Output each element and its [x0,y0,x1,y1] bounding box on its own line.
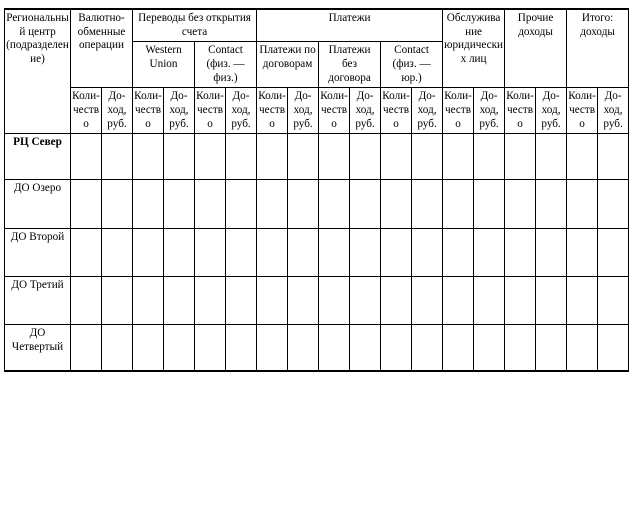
data-cell[interactable] [412,325,443,371]
data-cell[interactable] [257,229,288,277]
data-cell[interactable] [412,229,443,277]
data-cell[interactable] [71,229,102,277]
table-body [5,134,629,371]
data-cell[interactable] [195,277,226,325]
data-cell[interactable] [350,229,381,277]
header-row-units [5,88,629,134]
data-cell[interactable] [598,229,629,277]
data-cell[interactable] [474,277,505,325]
income-report-table [4,8,629,372]
header-unit-quantity-2: Коли-чество [133,88,164,134]
header-unit-income-4: До-ход, руб. [288,88,319,134]
header-unit-income-6: До-ход, руб. [412,88,443,134]
data-cell[interactable] [381,325,412,371]
data-cell[interactable] [195,325,226,371]
data-cell[interactable] [319,229,350,277]
data-cell[interactable] [443,277,474,325]
data-cell[interactable] [505,134,536,180]
data-cell[interactable] [381,229,412,277]
table-head [5,9,629,134]
data-cell[interactable] [598,180,629,229]
table-row [5,134,629,180]
data-cell[interactable] [133,229,164,277]
header-region-label: Региональный центр (подразделение) [5,9,71,134]
data-cell[interactable] [350,180,381,229]
data-cell[interactable] [288,180,319,229]
row-label: ДО Четвертый [5,325,71,371]
row-label: ДО Озеро [5,180,71,229]
data-cell[interactable] [319,277,350,325]
header-unit-income-7: До-ход, руб. [474,88,505,134]
data-cell[interactable] [567,229,598,277]
header-unit-income-1: До-ход, руб. [102,88,133,134]
data-cell[interactable] [443,325,474,371]
data-cell[interactable] [536,229,567,277]
data-cell[interactable] [505,325,536,371]
data-cell[interactable] [319,180,350,229]
data-cell[interactable] [598,277,629,325]
data-cell[interactable] [443,134,474,180]
data-cell[interactable] [443,180,474,229]
data-cell[interactable] [598,134,629,180]
data-cell[interactable] [133,277,164,325]
data-cell[interactable] [288,134,319,180]
data-cell[interactable] [71,277,102,325]
data-cell[interactable] [195,180,226,229]
table-row [5,325,629,371]
data-cell[interactable] [164,325,195,371]
data-cell[interactable] [133,134,164,180]
header-group-transfers: Переводы без открытия счета [133,9,257,42]
data-cell[interactable] [102,277,133,325]
row-label: РЦ Север [5,134,71,180]
header-group-legal-entities: Обслуживание юридических лиц [443,9,505,88]
data-cell[interactable] [226,180,257,229]
header-unit-quantity-5: Коли-чество [319,88,350,134]
data-cell[interactable] [133,180,164,229]
header-sub-payments-contract: Платежи по договорам [257,42,319,88]
data-cell[interactable] [567,277,598,325]
table-row [5,180,629,229]
data-cell[interactable] [195,229,226,277]
header-group-total-income: Итого: доходы [567,9,629,88]
table-row [5,229,629,277]
header-unit-quantity-7: Коли-чество [443,88,474,134]
data-cell[interactable] [412,180,443,229]
data-cell[interactable] [350,134,381,180]
data-cell[interactable] [71,134,102,180]
header-unit-quantity-6: Коли-чество [381,88,412,134]
header-unit-income-9: До-ход, руб. [598,88,629,134]
header-unit-income-3: До-ход, руб. [226,88,257,134]
data-cell[interactable] [133,325,164,371]
data-cell[interactable] [536,277,567,325]
header-group-payments: Платежи [257,9,443,42]
data-cell[interactable] [567,325,598,371]
data-cell[interactable] [381,277,412,325]
data-cell[interactable] [164,229,195,277]
data-cell[interactable] [257,134,288,180]
header-sub-payments-nocontract: Платежи без договора [319,42,381,88]
data-cell[interactable] [226,134,257,180]
data-cell[interactable] [288,325,319,371]
data-cell[interactable] [474,325,505,371]
data-cell[interactable] [288,277,319,325]
row-label: ДО Второй [5,229,71,277]
data-cell[interactable] [257,277,288,325]
header-unit-quantity-3: Коли-чество [195,88,226,134]
data-cell[interactable] [350,277,381,325]
data-cell[interactable] [226,325,257,371]
data-cell[interactable] [164,180,195,229]
header-sub-contact-p2b: Contact (физ. — юр.) [381,42,443,88]
header-unit-quantity-8: Коли-чество [505,88,536,134]
data-cell[interactable] [226,277,257,325]
data-cell[interactable] [226,229,257,277]
header-unit-income-8: До-ход, руб. [536,88,567,134]
header-unit-quantity-4: Коли-чество [257,88,288,134]
data-cell[interactable] [598,325,629,371]
data-cell[interactable] [164,134,195,180]
data-cell[interactable] [381,134,412,180]
header-sub-western-union: Western Union [133,42,195,88]
header-unit-quantity-9: Коли-чество [567,88,598,134]
data-cell[interactable] [381,180,412,229]
data-cell[interactable] [350,325,381,371]
data-cell[interactable] [567,180,598,229]
data-cell[interactable] [102,229,133,277]
data-cell[interactable] [288,229,319,277]
data-cell[interactable] [102,325,133,371]
data-cell[interactable] [505,180,536,229]
data-cell[interactable] [257,325,288,371]
header-unit-income-2: До-ход, руб. [164,88,195,134]
data-cell[interactable] [71,325,102,371]
table-row [5,277,629,325]
data-cell[interactable] [319,325,350,371]
header-unit-quantity-1: Коли-чество [71,88,102,134]
data-cell[interactable] [164,277,195,325]
data-cell[interactable] [474,180,505,229]
data-cell[interactable] [195,134,226,180]
data-cell[interactable] [319,134,350,180]
data-cell[interactable] [474,134,505,180]
data-cell[interactable] [412,134,443,180]
header-unit-income-5: До-ход, руб. [350,88,381,134]
data-cell[interactable] [536,134,567,180]
data-cell[interactable] [536,325,567,371]
data-cell[interactable] [567,134,598,180]
data-cell[interactable] [505,277,536,325]
data-cell[interactable] [536,180,567,229]
data-cell[interactable] [412,277,443,325]
row-label: ДО Третий [5,277,71,325]
data-cell[interactable] [474,229,505,277]
data-cell[interactable] [443,229,474,277]
header-sub-contact-p2p: Contact (физ. — физ.) [195,42,257,88]
header-group-currency-exchange: Валютно-обменные операции [71,9,133,88]
data-cell[interactable] [102,134,133,180]
data-cell[interactable] [505,229,536,277]
header-group-other-income: Прочие доходы [505,9,567,88]
header-row-groups [5,9,629,42]
data-cell[interactable] [257,180,288,229]
report-table-container [0,8,632,508]
data-cell[interactable] [102,180,133,229]
data-cell[interactable] [71,180,102,229]
